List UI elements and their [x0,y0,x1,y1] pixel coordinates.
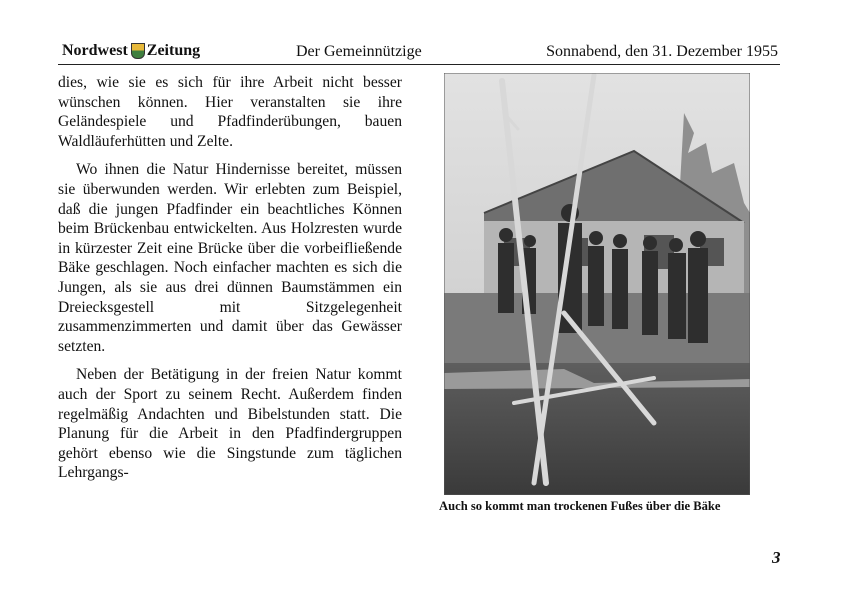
article-column [58,73,402,492]
photo-illustration [444,73,750,495]
article-photo [444,73,750,495]
photo-caption: Auch so kommt man trockenen Fußes über die Bäke [439,499,721,513]
issue-date: Sonnabend, den 31. Dezember 1955 [546,43,778,60]
page-header [58,42,780,65]
article-paragraph-3: Neben der Betätigung in der freien Natur kommt auch der Sport zu seinem Recht. Außerdem finden regelmäßig Andachten und Bibelstunden statt. Die Planung für die Arbeit in den Pfadfindergruppen gehört ebenso wie die Singstunde zum täglichen Lehrgangs- [58,366,402,482]
article-paragraph-2: Wo ihnen die Natur Hindernisse bereitet, müssen sie überwunden werden. Wir erlebten zum Beispiel, daß die jungen Pfadfinder ein beachtliches Können beim Brückenbau entwickelten. Aus Holzresten wurde in kürzester Zeit eine Brücke über die vorbeifließende Bäke geschlagen. Noch einfacher machten es sich die Jungen, als sie aus drei dünnen Baumstämmen ein Dreiecksgestell mit Sitzgelegenheit zusammenzimmerten und damit über das Gewässer setzten. [58,161,402,355]
article-paragraph-1: dies, wie sie es sich für ihre Arbeit nicht besser wünschen können. Hier veranstalten sie ihre Geländespiele und Pfadfinderübungen, bauen Waldläuferhütten und Zelte. [58,74,402,150]
masthead-name-left: Nordwest [62,42,128,59]
section-title: Der Gemeinnützige [296,43,422,60]
masthead-name-right: Zeitung [146,42,201,59]
coat-of-arms-icon [131,43,145,59]
page-number: 3 [772,548,781,567]
newspaper-masthead [62,42,200,60]
